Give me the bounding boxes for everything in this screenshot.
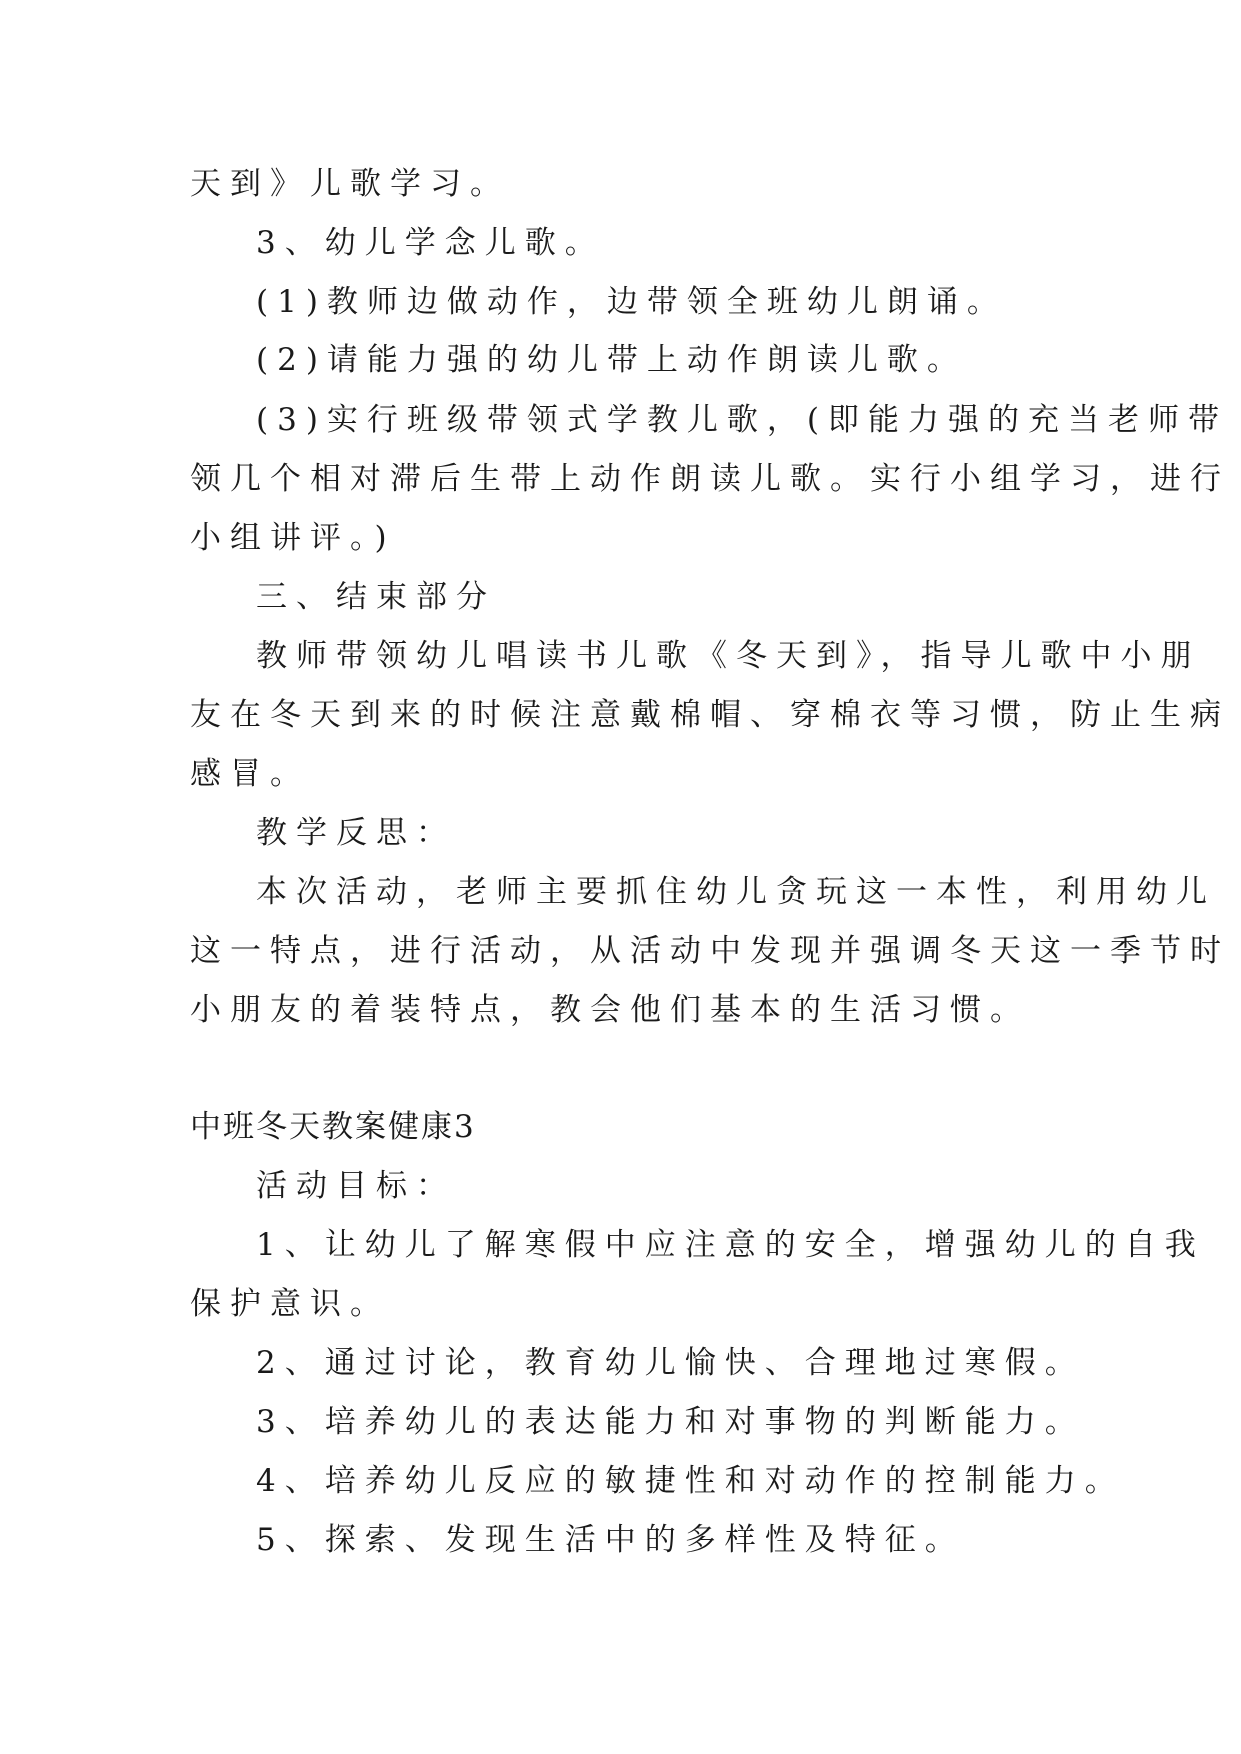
text-line: 4、培养幼儿反应的敏捷性和对动作的控制能力。 — [256, 1463, 1125, 1499]
text-line: (2)请能力强的幼儿带上动作朗读儿歌。 — [256, 342, 967, 378]
text-line: 这一特点，进行活动，从活动中发现并强调冬天这一季节时 — [190, 933, 1230, 969]
text-line: (1)教师边做动作，边带领全班幼儿朗诵。 — [256, 284, 1007, 320]
document-title: 中班冬天教案健康3 — [190, 1109, 476, 1145]
text-line: 天到》儿歌学习。 — [190, 166, 510, 202]
text-line: 3、培养幼儿的表达能力和对事物的判断能力。 — [256, 1404, 1085, 1440]
text-line: 保护意识。 — [190, 1286, 390, 1322]
text-line: 本次活动，老师主要抓住幼儿贪玩这一本性，利用幼儿 — [256, 874, 1216, 910]
section-heading: 三、结束部分 — [256, 579, 496, 615]
text-line: 3、幼儿学念儿歌。 — [256, 225, 605, 261]
text-line: 2、通过讨论，教育幼儿愉快、合理地过寒假。 — [256, 1345, 1085, 1381]
text-line: 小组讲评。) — [190, 520, 396, 556]
section-heading: 活动目标： — [256, 1168, 456, 1204]
text-line: 1、让幼儿了解寒假中应注意的安全，增强幼儿的自我 — [256, 1227, 1205, 1263]
text-line: 领几个相对滞后生带上动作朗读儿歌。实行小组学习，进行 — [190, 461, 1230, 497]
text-line: 教师带领幼儿唱读书儿歌《冬天到》，指导儿歌中小朋 — [256, 638, 1201, 674]
section-heading: 教学反思： — [256, 815, 456, 851]
text-line: 5、探索、发现生活中的多样性及特征。 — [256, 1522, 965, 1558]
text-line: 感冒。 — [190, 756, 310, 792]
text-line: (3)实行班级带领式学教儿歌，(即能力强的充当老师带 — [256, 402, 1229, 438]
text-line: 友在冬天到来的时候注意戴棉帽、穿棉衣等习惯，防止生病 — [190, 697, 1230, 733]
text-line: 小朋友的着装特点，教会他们基本的生活习惯。 — [190, 992, 1030, 1028]
